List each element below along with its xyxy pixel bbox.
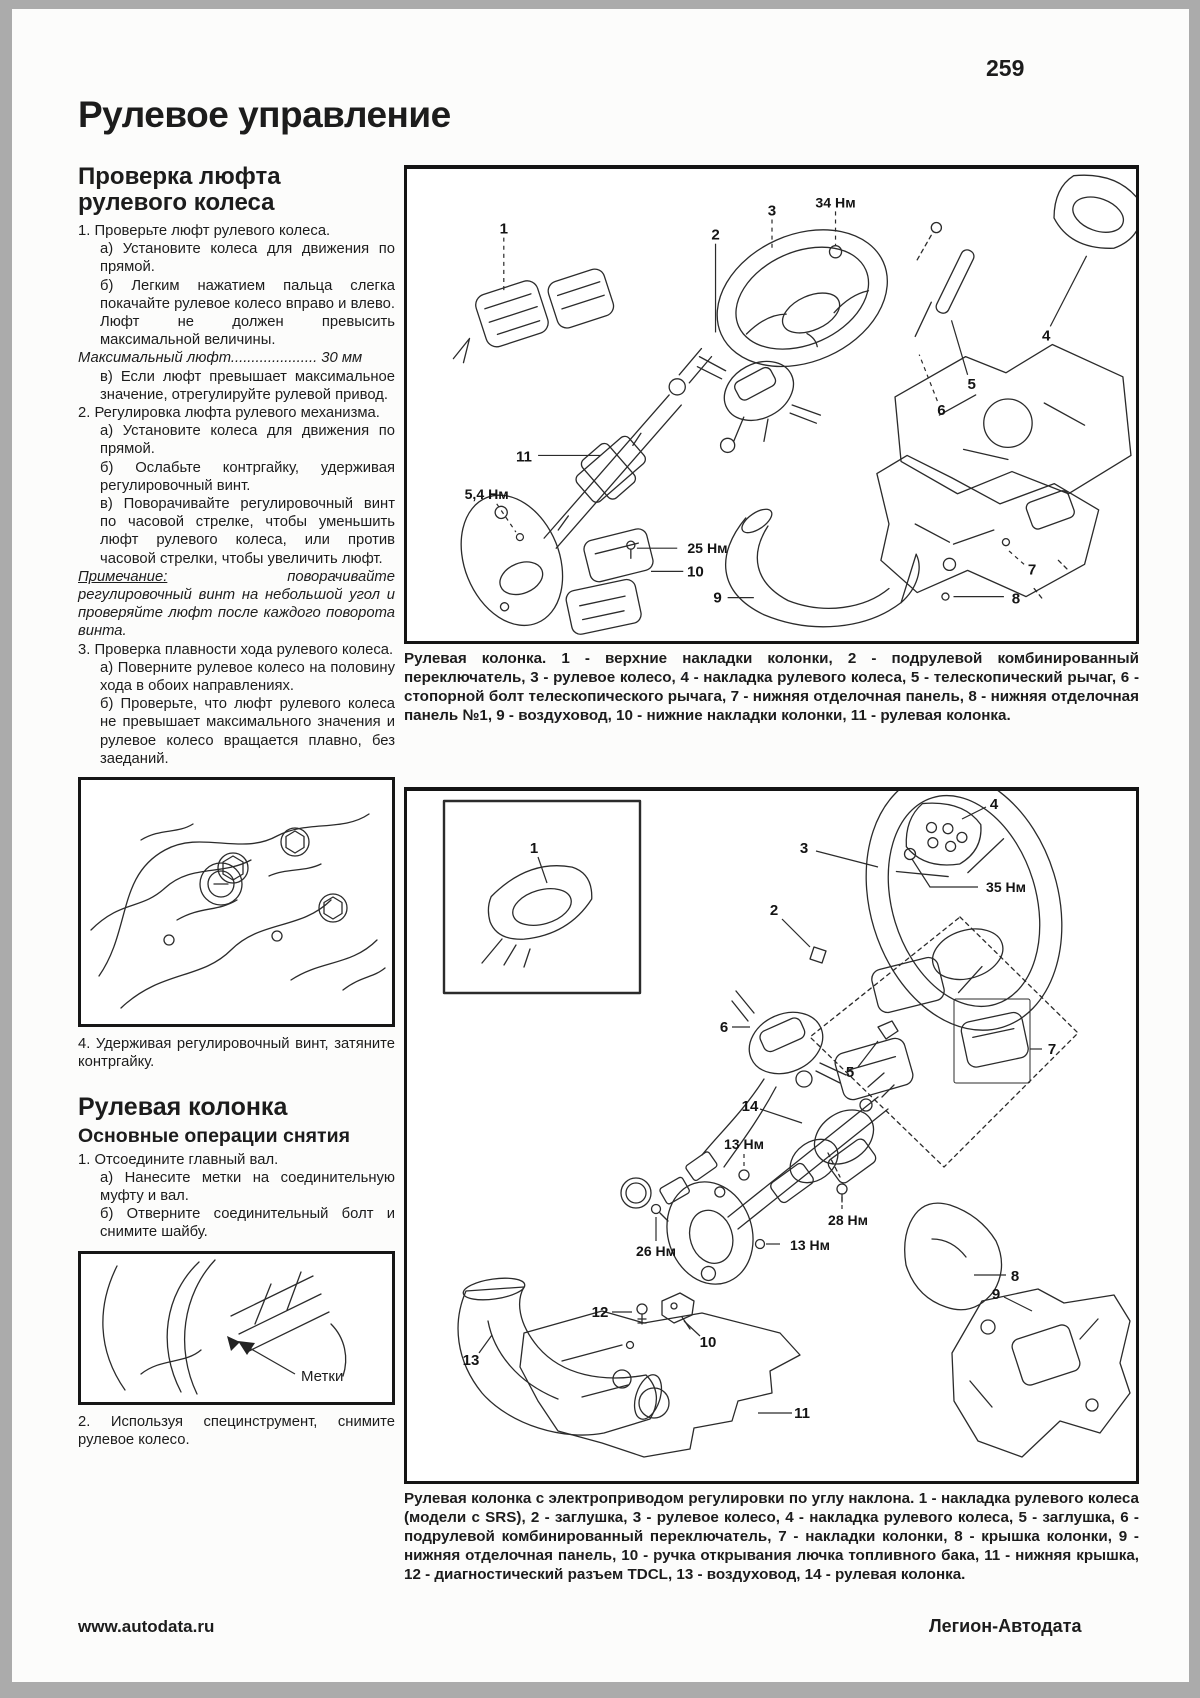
part-label: 1 [529,840,539,857]
procedure-step: 1. Отсоедините главный вал. [78,1151,279,1168]
procedure-substep: б) Проверьте, что люфт рулевого колеса не превышает максимального значения и рулевое колесо вращается плавно, без заеданий. [100,696,395,767]
procedure-step: 2. Регулировка люфта рулевого механизма. [78,405,380,422]
footer-website: www.autodata.ru [78,1617,215,1636]
procedure-step: 3. Проверка плавности хода рулевого колеса. [78,641,394,658]
marks-label: Метки [301,1367,344,1385]
part-label: 13 [462,1352,480,1369]
diagram1-caption: Рулевая колонка. 1 - верхние накладки колонки, 2 - подрулевой комбинированный переключатель, 3 - рулевое колесо, 4 - накладка рулевого колеса, 5 - телескопический рычаг, 6 - стопорной болт телескопического рычага, 7 - нижняя отделочная панель, 8 - нижняя отделочная панель №1, 9 - воздуховод, 10 - нижние накладки колонки, 11 - рулевая колонка. [404,650,1139,724]
page-title: Рулевое управление [78,94,451,135]
procedure-step: 2. Используя специнструмент, снимите рулевое колесо. [78,1413,395,1448]
left-text-column [78,164,395,1449]
procedure-substep: а) Поверните рулевое колесо на половину хода в обоих направлениях. [100,659,395,695]
torque-label: 26 Нм [636,1243,676,1259]
part-label: 6 [719,1019,729,1036]
spec-line-max-play: Максимальный люфт..................... 30 мм [78,350,363,367]
part-label: 11 [794,1405,810,1422]
part-label: 2 [711,226,720,244]
note-lead: Примечание: [78,568,168,585]
part-label: 4 [989,796,999,813]
part-label: 9 [713,589,722,607]
torque-label: 13 Нм [790,1237,830,1253]
procedure-substep: а) Нанесите метки на соединительную муфту и вал. [100,1169,395,1204]
footer-publisher: Легион-Автодата [929,1616,1082,1636]
figure-alignment-marks [78,1251,395,1405]
part-label: 3 [767,202,777,220]
torque-label: 34 Нм [815,194,856,211]
procedure-substep: б) Легким нажатием пальца слегка покачайте рулевое колесо вправо и влево. Люфт не должен превысить максимальной величины. [100,277,395,349]
subsection-heading-removal: Основные операции снятия [78,1124,350,1147]
procedure-substep: б) Отверните соединительный болт и снимите шайбу. [100,1206,395,1241]
heading-line: Проверка люфта [78,163,281,190]
procedure-substep: в) Поворачивайте регулировочный винт по часовой стрелке, чтобы уменьшить люфт рулевого колеса, или против часовой стрелки, чтобы увеличить люфт. [100,496,395,567]
part-label: 10 [699,1334,717,1351]
torque-label: 35 Нм [986,879,1026,895]
procedure-substep: а) Установите колеса для движения по прямой. [100,241,395,276]
note-text: поворачивайте регулировочный винт на небольшой угол и проверяйте люфт после каждого поворота винта. [78,568,395,640]
part-label: 5 [967,375,976,393]
alignment-marks-line-art [81,1254,392,1402]
part-label: 10 [686,563,704,581]
part-label: 8 [1010,1268,1020,1285]
diagram-steering-column-tilt [404,787,1139,1484]
diagram-steering-column [404,165,1139,644]
part-label: 5 [845,1064,855,1081]
mark-wedge [227,1336,240,1351]
torque-label: 13 Нм [724,1136,764,1152]
section-heading-play-check [78,164,395,216]
procedure-substep: в) Если люфт превышает максимальное значение, отрегулируйте рулевой привод. [100,368,395,403]
page-number: 259 [986,55,1025,81]
torque-label: 28 Нм [828,1212,868,1228]
part-label: 6 [937,402,946,420]
part-label: 7 [1027,561,1037,579]
heading-line: рулевого колеса [78,189,275,216]
part-label: 8 [1011,590,1021,608]
procedure-step: 4. Удерживая регулировочный винт, затяните контргайку. [78,1036,395,1071]
part-label: 14 [741,1098,759,1115]
part-label: 7 [1047,1041,1057,1058]
part-label: 4 [1042,327,1051,345]
diagram2-caption: Рулевая колонка с электроприводом регулировки по углу наклона. 1 - накладка рулевого колеса (модели с SRS), 2 - заглушка, 3 - рулевое колесо, 4 - накладка рулевого колеса, 5 - заглушка, 6 - подрулевой комбинированный переключатель, 7 - накладки колонки, 8 - крышка колонки, 9 - нижняя отделочная панель, 10 - ручка открывания лючка топливного бака, 11 - нижняя крышка, 12 - диагностический разъем TDCL, 13 - воздуховод, 14 - рулевая колонка. [404,1490,1139,1583]
figure-adjustment-screw [78,777,395,1027]
part-label: 12 [591,1304,609,1321]
part-label: 2 [769,902,779,919]
part-label: 3 [799,840,809,857]
part-label: 1 [499,220,508,238]
torque-label: 25 Нм [687,540,728,557]
part-label: 9 [991,1286,1001,1303]
procedure-step: 1. Проверьте люфт рулевого колеса. [78,223,331,239]
note-paragraph [78,568,395,641]
part-label: 11 [515,448,532,466]
arrowhead-icon [238,1341,255,1355]
adjustment-screw-line-art [81,780,392,1024]
steering-column-exploded-view [407,169,1136,635]
section-heading-steering-column: Рулевая колонка [78,1092,288,1121]
procedure-substep: а) Установите колеса для движения по прямой. [100,423,395,458]
torque-label: 5,4 Нм [464,485,509,502]
tilt-steering-column-exploded-view [407,791,1136,1475]
procedure-substep: б) Ослабьте контргайку, удерживая регулировочный винт. [100,459,395,494]
